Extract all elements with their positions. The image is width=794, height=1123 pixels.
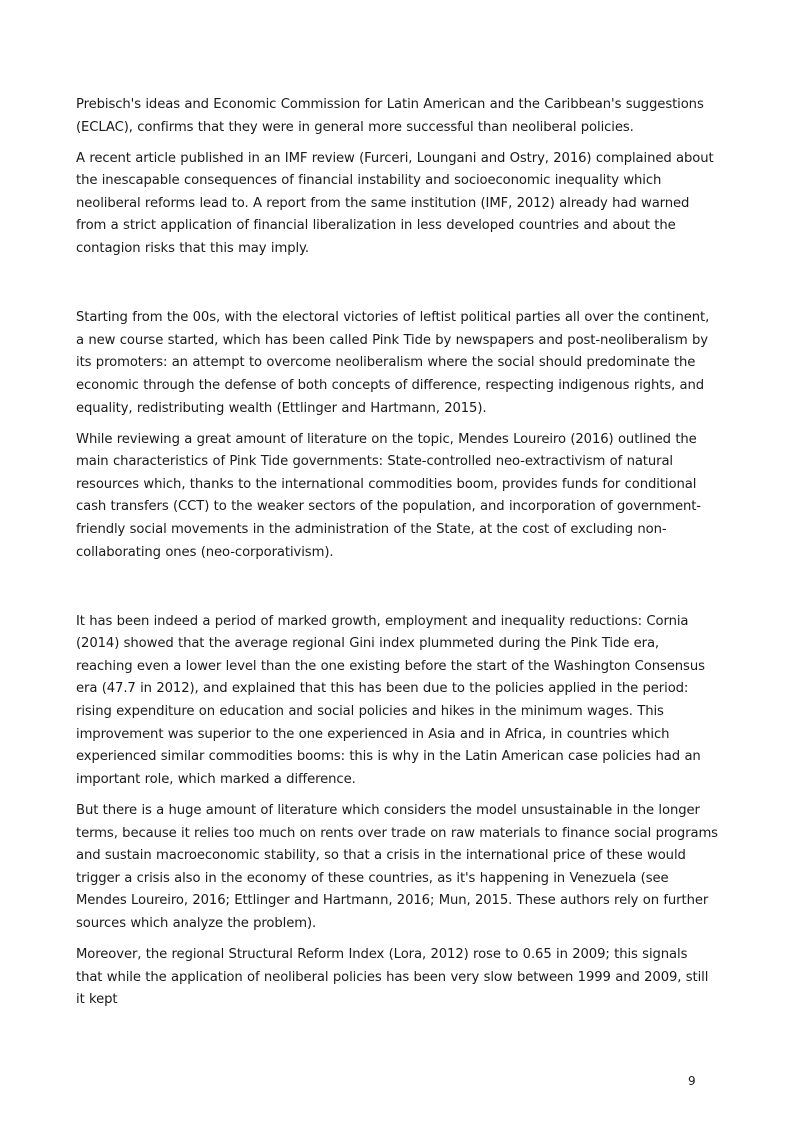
paragraph-mendes-loureiro: While reviewing a great amount of literature on the topic, Mendes Loureiro (2016) outlined the main characteristics of Pink Tide governments: State-controlled neo-extractivism of natural resources which, thanks to the international commodities boom, provides funds for conditional cash transfers (CCT) to the weaker sectors of the population, and incorporation of government-friendly social movements in the administration of the State, at the cost of excluding non-collaborating ones (neo-corporativism).: [76, 431, 701, 560]
section-gap: [76, 573, 718, 611]
paragraph-imf-review: A recent article published in an IMF review (Furceri, Loungani and Ostry, 2016) complained about the inescapable consequences of financial instability and socioeconomic inequality which neoliberal reforms lead to. A report from the same institution (IMF, 2012) already had warned from a strict application of financial liberalization in less developed countries and about the contagion risks that this may imply.: [76, 150, 714, 257]
document-body: [76, 94, 718, 1020]
paragraph-sustainability: But there is a huge amount of literature which considers the model unsustainable in the longer terms, because it relies too much on rents over trade on raw materials to finance social programs and sustain macroeconomic stability, so that a crisis in the international price of these would trigger a crisis also in the economy of these countries, as it's happening in Venezuela (see Mendes Loureiro, 2016; Ettlinger and Hartmann, 2016; Mun, 2015. These authors rely on further sources which analyze the problem).: [76, 802, 718, 931]
paragraph-cornia: It has been indeed a period of marked growth, employment and inequality reductions: Cornia (2014) showed that the average regional Gini index plummeted during the Pink Tide era, reaching even a lower level than the one existing before the start of the Washington Consensus era (47.7 in 2012), and explained that this has been due to the policies applied in the period: rising expenditure on education and social policies and hikes in the minimum wages. This improvement was superior to the one experienced in Asia and in Africa, in countries which experienced similar commodities booms: this is why in the Latin American case policies had an important role, which marked a difference.: [76, 613, 705, 787]
paragraph-structural-reform: Moreover, the regional Structural Reform Index (Lora, 2012) rose to 0.65 in 2009; this signals that while the application of neoliberal policies has been very slow between 1999 and 2009, still it kept: [76, 947, 709, 1008]
paragraph-pink-tide: Starting from the 00s, with the electoral victories of leftist political parties all over the continent, a new course started, which has been called Pink Tide by newspapers and post-neoliberalism by its promoters: an attempt to overcome neoliberalism where the social should predominate the economic through the defense of both concepts of difference, respecting indigenous rights, and equality, redistributing wealth (Ettlinger and Hartmann, 2015).: [76, 310, 710, 416]
page-number: 9: [688, 1074, 696, 1088]
paragraph-eclac: Prebisch's ideas and Economic Commission for Latin American and the Caribbean's suggestions (ECLAC), confirms that they were in general more successful than neoliberal policies.: [76, 97, 704, 135]
section-gap: [76, 269, 718, 307]
